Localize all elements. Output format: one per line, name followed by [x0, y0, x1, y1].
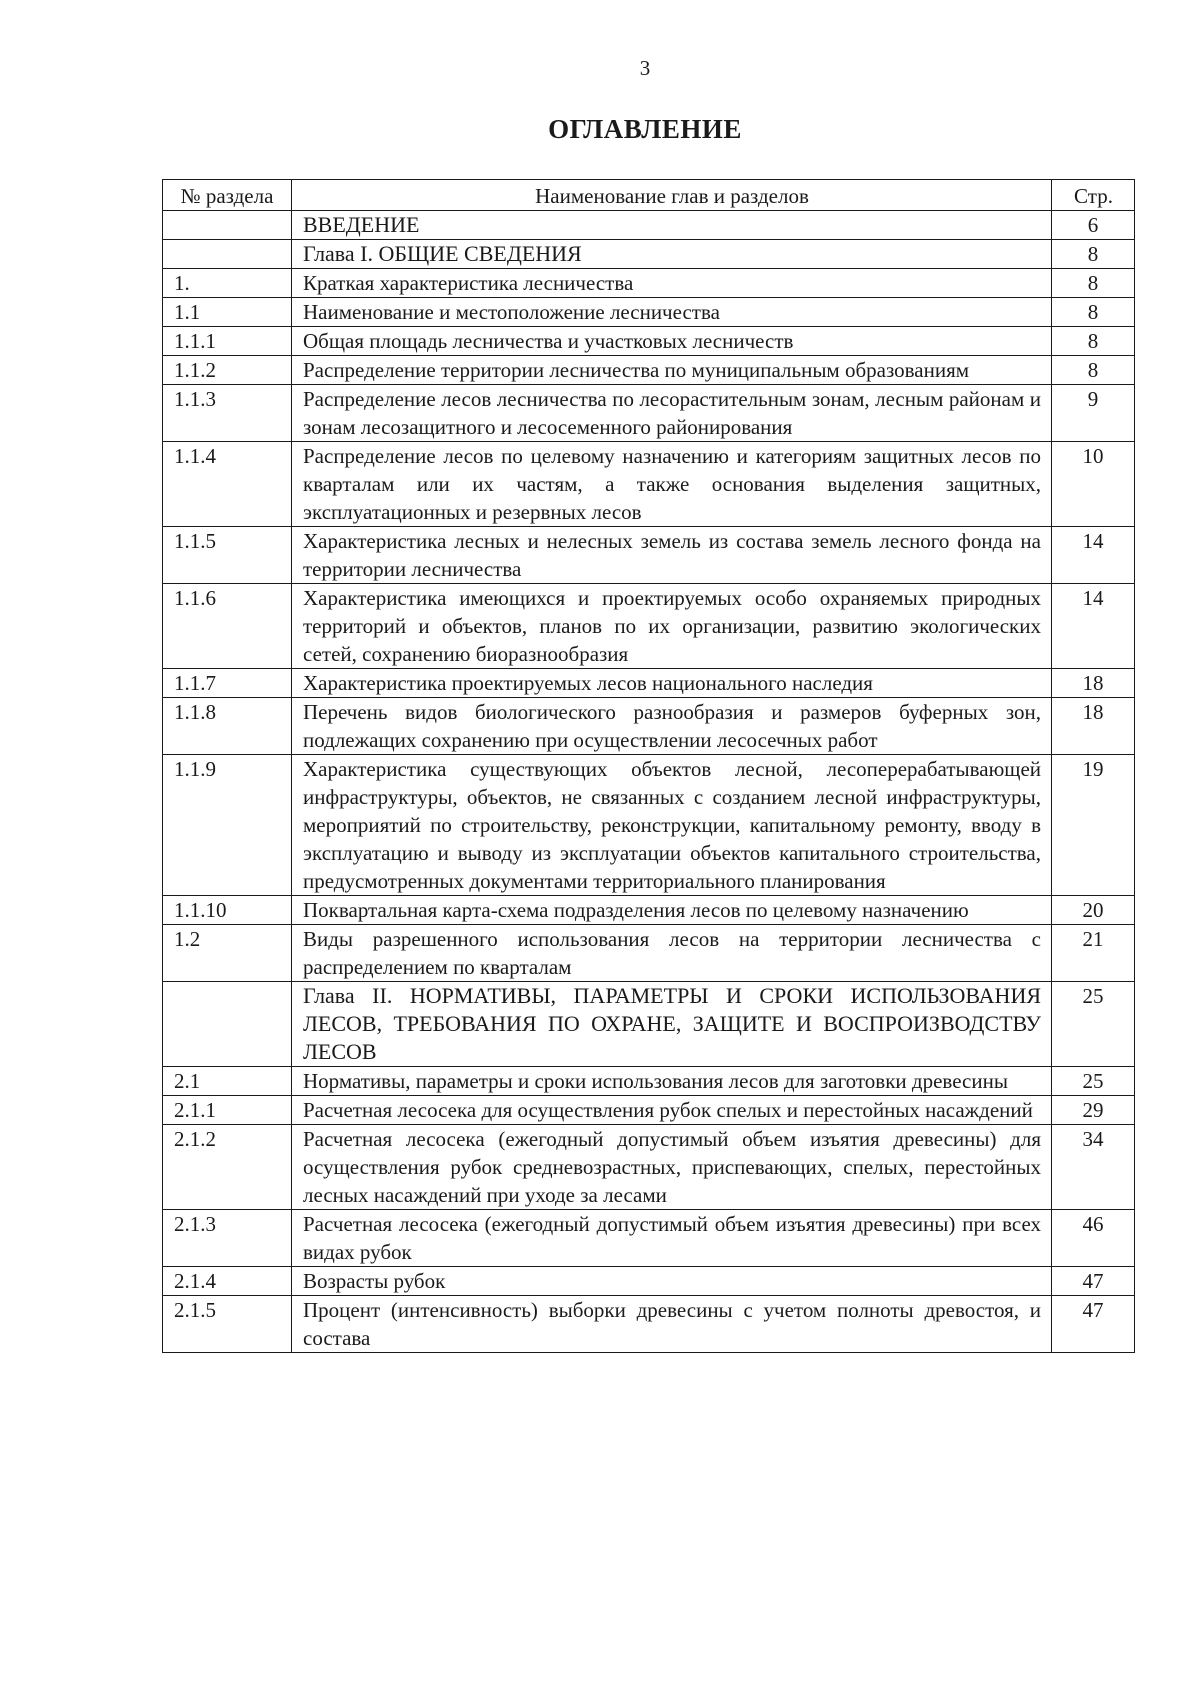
- section-number-cell: 1.1.3: [163, 385, 292, 442]
- section-name-cell: Перечень видов биологического разнообразия и размеров буферных зон, подлежащих сохранению при осуществлении лесосечных работ: [292, 698, 1052, 755]
- table-row: [163, 896, 1135, 925]
- section-name-cell: Распределение территории лесничества по муниципальным образованиям: [292, 356, 1052, 385]
- section-name-cell: Характеристика проектируемых лесов национального наследия: [292, 669, 1052, 698]
- table-row: [163, 1096, 1135, 1125]
- page-number-cell: 18: [1052, 698, 1135, 755]
- section-name-cell: Характеристика имеющихся и проектируемых особо охраняемых природных территорий и объектов, планов по их организации, развитию экологических сетей, сохранению биоразнообразия: [292, 584, 1052, 669]
- table-body: [163, 211, 1135, 1353]
- section-name-cell: Распределение лесов по целевому назначению и категориям защитных лесов по кварталам или их частям, а также основания выделения защитных, эксплуатационных и резервных лесов: [292, 442, 1052, 527]
- section-name-cell: Краткая характеристика лесничества: [292, 269, 1052, 298]
- page-number-cell: 29: [1052, 1096, 1135, 1125]
- table-row: [163, 1067, 1135, 1096]
- section-number-cell: 2.1.3: [163, 1210, 292, 1267]
- section-number-cell: 1.2: [163, 925, 292, 982]
- section-name-cell: Возрасты рубок: [292, 1267, 1052, 1296]
- table-of-contents: [162, 179, 1135, 1353]
- page-number-cell: 19: [1052, 755, 1135, 896]
- section-name-cell: ВВЕДЕНИЕ: [292, 211, 1052, 240]
- page-number-cell: 14: [1052, 584, 1135, 669]
- page-number-cell: 10: [1052, 442, 1135, 527]
- header-section-name: Наименование глав и разделов: [292, 180, 1052, 211]
- table-row: [163, 669, 1135, 698]
- section-number-cell: 2.1.4: [163, 1267, 292, 1296]
- table-row: [163, 1210, 1135, 1267]
- table-row: [163, 1125, 1135, 1210]
- section-name-cell: Нормативы, параметры и сроки использования лесов для заготовки древесины: [292, 1067, 1052, 1096]
- table-row: [163, 1267, 1135, 1296]
- section-name-cell: Расчетная лесосека для осуществления рубок спелых и перестойных насаждений: [292, 1096, 1052, 1125]
- section-name-cell: Наименование и местоположение лесничества: [292, 298, 1052, 327]
- section-number-cell: [163, 211, 292, 240]
- table-row: [163, 442, 1135, 527]
- section-number-cell: 1.1.10: [163, 896, 292, 925]
- page-number: 3: [639, 56, 651, 80]
- page-number-cell: 21: [1052, 925, 1135, 982]
- header-page: Стр.: [1052, 180, 1135, 211]
- table-row: [163, 1296, 1135, 1353]
- table-row: [163, 755, 1135, 896]
- page-number-cell: 9: [1052, 385, 1135, 442]
- page-number-cell: 25: [1052, 1067, 1135, 1096]
- section-name-cell: Расчетная лесосека (ежегодный допустимый объем изъятия древесины) при всех видах рубок: [292, 1210, 1052, 1267]
- page-number-cell: 8: [1052, 269, 1135, 298]
- page-number-cell: 8: [1052, 356, 1135, 385]
- page-number-cell: 18: [1052, 669, 1135, 698]
- section-number-cell: 1.: [163, 269, 292, 298]
- section-name-cell: Расчетная лесосека (ежегодный допустимый объем изъятия древесины) для осуществления рубок средневозрастных, приспевающих, спелых, перестойных лесных насаждений при уходе за лесами: [292, 1125, 1052, 1210]
- table-row: [163, 240, 1135, 269]
- section-number-cell: [163, 982, 292, 1067]
- table-row: [163, 925, 1135, 982]
- page-number-cell: 8: [1052, 298, 1135, 327]
- section-number-cell: 1.1.4: [163, 442, 292, 527]
- section-number-cell: 2.1: [163, 1067, 292, 1096]
- page-number-cell: 47: [1052, 1296, 1135, 1353]
- page-number-cell: 47: [1052, 1267, 1135, 1296]
- table-row: [163, 527, 1135, 584]
- section-number-cell: 1.1.9: [163, 755, 292, 896]
- table-row: [163, 385, 1135, 442]
- section-number-cell: 2.1.1: [163, 1096, 292, 1125]
- table-header-row: [163, 180, 1135, 211]
- header-section-number: № раздела: [163, 180, 292, 211]
- section-name-cell: Глава I. ОБЩИЕ СВЕДЕНИЯ: [292, 240, 1052, 269]
- section-name-cell: Процент (интенсивность) выборки древесины с учетом полноты древостоя, и состава: [292, 1296, 1052, 1353]
- section-number-cell: 2.1.5: [163, 1296, 292, 1353]
- table-row: [163, 298, 1135, 327]
- table-row: [163, 698, 1135, 755]
- section-number-cell: 1.1.8: [163, 698, 292, 755]
- section-number-cell: 1.1.1: [163, 327, 292, 356]
- section-number-cell: 1.1.6: [163, 584, 292, 669]
- section-name-cell: Общая площадь лесничества и участковых лесничеств: [292, 327, 1052, 356]
- section-number-cell: 1.1.2: [163, 356, 292, 385]
- table-row: [163, 982, 1135, 1067]
- page-number-cell: 34: [1052, 1125, 1135, 1210]
- section-number-cell: [163, 240, 292, 269]
- section-name-cell: Распределение лесов лесничества по лесорастительным зонам, лесным районам и зонам лесозащитного и лесосеменного районирования: [292, 385, 1052, 442]
- table-row: [163, 356, 1135, 385]
- section-name-cell: Виды разрешенного использования лесов на территории лесничества с распределением по кварталам: [292, 925, 1052, 982]
- table-row: [163, 269, 1135, 298]
- section-name-cell: Характеристика существующих объектов лесной, лесоперерабатывающей инфраструктуры, объектов, не связанных с созданием лесной инфраструктуры, мероприятий по строительству, реконструкции, капитальному ремонту, вводу в эксплуатацию и выводу из эксплуатации объектов капитального строительства, предусмотренных документами территориального планирования: [292, 755, 1052, 896]
- page-number-cell: 8: [1052, 240, 1135, 269]
- page-number-cell: 8: [1052, 327, 1135, 356]
- table-row: [163, 327, 1135, 356]
- table-row: [163, 584, 1135, 669]
- section-number-cell: 2.1.2: [163, 1125, 292, 1210]
- page-number-cell: 6: [1052, 211, 1135, 240]
- section-number-cell: 1.1.7: [163, 669, 292, 698]
- section-number-cell: 1.1: [163, 298, 292, 327]
- table-row: [163, 211, 1135, 240]
- page-number-cell: 46: [1052, 1210, 1135, 1267]
- page-title: ОГЛАВЛЕНИЕ: [548, 114, 742, 144]
- section-name-cell: Глава II. НОРМАТИВЫ, ПАРАМЕТРЫ И СРОКИ ИСПОЛЬЗОВАНИЯ ЛЕСОВ, ТРЕБОВАНИЯ ПО ОХРАНЕ, ЗАЩИТЕ И ВОСПРОИЗВОДСТВУ ЛЕСОВ: [292, 982, 1052, 1067]
- page-number-cell: 14: [1052, 527, 1135, 584]
- page-number-cell: 20: [1052, 896, 1135, 925]
- page-number-cell: 25: [1052, 982, 1135, 1067]
- section-name-cell: Поквартальная карта-схема подразделения лесов по целевому назначению: [292, 896, 1052, 925]
- section-number-cell: 1.1.5: [163, 527, 292, 584]
- section-name-cell: Характеристика лесных и нелесных земель из состава земель лесного фонда на территории лесничества: [292, 527, 1052, 584]
